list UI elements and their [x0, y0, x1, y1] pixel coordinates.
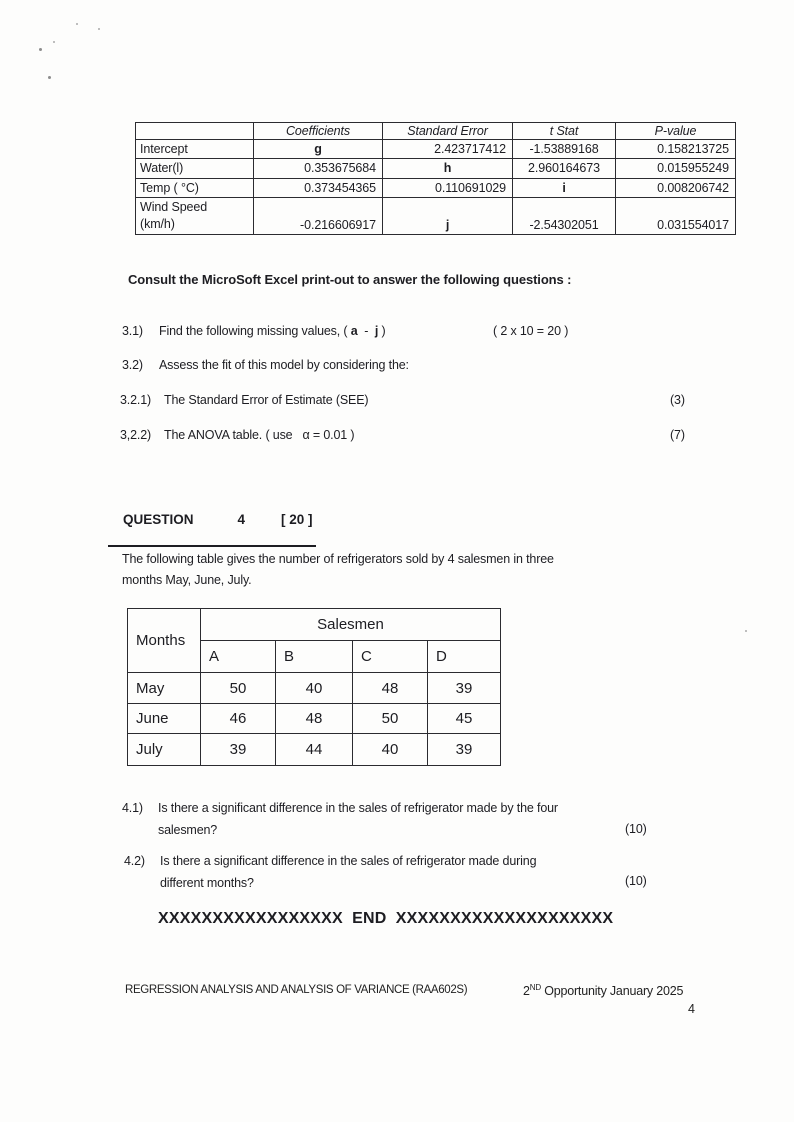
table-row	[136, 178, 736, 197]
scan-speck	[48, 76, 51, 79]
column-header-standard-error: Standard Error	[383, 123, 513, 140]
missing-value-g: g	[254, 140, 383, 159]
marks-3-1: ( 2 x 10 = 20 )	[493, 324, 569, 338]
column-header-coefficients: Coefficients	[254, 123, 383, 140]
question-text: Is there a significant difference in the sales of refrigerator made during different months?	[160, 854, 537, 890]
intro-line: The following table gives the number of refrigerators sold by 4 salesmen in three	[122, 552, 554, 566]
question-text: Find the following missing values, ( a - j )	[159, 324, 386, 338]
salesman-column-a: A	[201, 641, 276, 673]
question-number: 3,2.2)	[120, 428, 152, 442]
marks-3-2-1: (3)	[670, 393, 685, 407]
table-cell: -2.54302051	[513, 197, 616, 234]
heading-word: QUESTION	[123, 512, 194, 527]
column-header-t-stat: t Stat	[513, 123, 616, 140]
salesmen-group-header: Salesmen	[201, 609, 501, 641]
table-cell: 45	[428, 704, 501, 734]
question-3-2-1	[120, 393, 368, 409]
question-number: 3.2)	[122, 358, 143, 372]
table-cell: 46	[201, 704, 276, 734]
corner-blank-cell	[136, 123, 254, 140]
table-cell: -1.53889168	[513, 140, 616, 159]
sales-table	[127, 608, 501, 766]
question-number: 3.1)	[122, 324, 143, 338]
table-cell: 39	[428, 734, 501, 766]
question-number: 4.2)	[124, 854, 145, 868]
scan-speck	[76, 23, 78, 25]
regression-output-table	[135, 122, 736, 235]
missing-value-j: j	[383, 197, 513, 234]
table-cell: 39	[201, 734, 276, 766]
question-4-intro	[122, 549, 554, 591]
marks-4-2: (10)	[625, 874, 647, 888]
scan-speck	[39, 48, 42, 51]
question-text: The ANOVA table. ( use α = 0.01 )	[164, 428, 355, 442]
table-row	[136, 197, 736, 234]
month-label: May	[128, 673, 201, 704]
question-4-2	[124, 850, 536, 894]
question-3-2-2	[120, 428, 354, 444]
table-cell: 50	[353, 704, 428, 734]
table-cell: 2.423717412	[383, 140, 513, 159]
table-cell: 50	[201, 673, 276, 704]
missing-range-start: a	[350, 324, 358, 338]
row-label: Wind Speed (km/h)	[140, 200, 208, 231]
end-marker: XXXXXXXXXXXXXXXXX END XXXXXXXXXXXXXXXXXXXX	[158, 910, 614, 927]
heading-marks: [ 20 ]	[281, 512, 313, 527]
table-cell: 0.373454365	[254, 178, 383, 197]
question-3-1	[122, 324, 386, 340]
months-corner-cell: Months	[128, 609, 201, 673]
month-label: June	[128, 704, 201, 734]
table-row	[128, 673, 501, 704]
table-cell: 0.015955249	[616, 159, 736, 178]
table-row	[136, 140, 736, 159]
row-label: Intercept	[140, 142, 188, 156]
intro-line: months May, June, July.	[122, 573, 252, 587]
question-3-2	[122, 358, 409, 374]
table-cell: 0.008206742	[616, 178, 736, 197]
missing-value-h: h	[383, 159, 513, 178]
salesman-column-b: B	[276, 641, 353, 673]
scan-speck	[745, 630, 747, 632]
footer-course-title: REGRESSION ANALYSIS AND ANALYSIS OF VARIANCE (RAA602S)	[125, 984, 468, 996]
question-text: The Standard Error of Estimate (SEE)	[164, 393, 369, 407]
table-cell: 0.158213725	[616, 140, 736, 159]
table-cell: 44	[276, 734, 353, 766]
row-label: Water(l)	[140, 161, 184, 176]
table-cell: 0.031554017	[616, 197, 736, 234]
heading-number: 4	[237, 512, 246, 527]
question-number: 3.2.1)	[120, 393, 152, 407]
sales-header-row	[128, 609, 501, 641]
marks-3-2-2: (7)	[670, 428, 685, 442]
footer-opportunity: 2ND Opportunity January 2025	[523, 983, 684, 999]
table-cell: 0.110691029	[383, 178, 513, 197]
scan-speck	[53, 41, 55, 43]
missing-value-i: i	[513, 178, 616, 197]
table-cell: 2.960164673	[513, 159, 616, 178]
column-header-p-value: P-value	[616, 123, 736, 140]
question-text: Assess the fit of this model by considering the:	[159, 358, 409, 372]
consult-instruction: Consult the MicroSoft Excel print-out to answer the following questions :	[128, 272, 572, 287]
salesman-column-d: D	[428, 641, 501, 673]
table-row	[136, 159, 736, 178]
page-number: 4	[688, 1002, 695, 1016]
month-label: July	[128, 734, 201, 766]
table-cell: -0.216606917	[254, 197, 383, 234]
table-cell: 48	[276, 704, 353, 734]
table-cell: 39	[428, 673, 501, 704]
table-cell: 48	[353, 673, 428, 704]
missing-range-end: j	[374, 324, 379, 338]
question-4-1	[122, 797, 558, 841]
marks-4-1: (10)	[625, 822, 647, 836]
table-cell: 40	[276, 673, 353, 704]
table-cell: 40	[353, 734, 428, 766]
regression-header-row	[136, 123, 736, 140]
question-text: Is there a significant difference in the sales of refrigerator made by the four salesmen?	[158, 801, 558, 837]
ordinal-superscript: ND	[529, 983, 541, 992]
row-label: Temp ( °C)	[140, 180, 199, 195]
table-cell: 0.353675684	[254, 159, 383, 178]
question-number: 4.1)	[122, 801, 143, 815]
scan-speck	[98, 28, 100, 30]
question-4-heading	[108, 497, 316, 547]
table-row	[128, 734, 501, 766]
salesman-column-c: C	[353, 641, 428, 673]
table-row	[128, 704, 501, 734]
